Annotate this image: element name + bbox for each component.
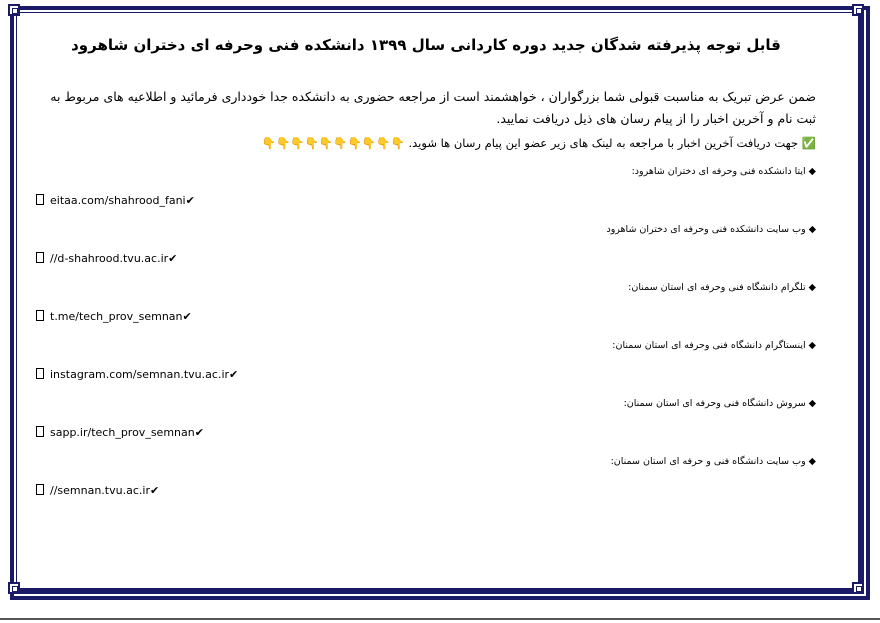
corner-ornament-br: [852, 582, 864, 594]
box-icon: [36, 194, 44, 205]
box-icon: [36, 310, 44, 321]
channel-label: ◆ ایتا دانشکده فنی وحرفه ای دختران شاهرود:: [631, 166, 816, 177]
document-title: قابل توجه پذیرفته شدگان جدید دوره کاردانی سال ۱۳۹۹ دانشکده فنی وحرفه ای دختران شاهرود: [71, 36, 781, 54]
channel-entry-soroush: [36, 390, 816, 448]
channel-entry-instagram: [36, 332, 816, 390]
channel-label: ◆ وب سایت دانشکده فنی وحرفه ای دختران شاهرود: [606, 224, 816, 235]
corner-ornament-bl: [8, 582, 20, 594]
channel-label: ◆ تلگرام دانشگاه فنی وحرفه ای استان سمنان:: [628, 282, 816, 293]
channel-link[interactable]: sapp.ir/tech_prov_semnan✔: [36, 426, 204, 439]
instruction-line: ✅ جهت دریافت آخرین اخبار با مراجعه به لینک های زیر عضو این پیام رسان ها شوید. 👇👇👇👇👇👇👇👇👇👇: [261, 136, 816, 150]
channel-link[interactable]: t.me/tech_prov_semnan✔: [36, 310, 192, 323]
channel-link[interactable]: //semnan.tvu.ac.ir✔: [36, 484, 159, 497]
channel-link[interactable]: eitaa.com/shahrood_fani✔: [36, 194, 195, 207]
box-icon: [36, 368, 44, 379]
document-body: [36, 22, 816, 506]
channel-label: ◆ سروش دانشگاه فنی وحرفه ای استان سمنان:: [623, 398, 816, 409]
channel-entry-telegram: [36, 274, 816, 332]
box-icon: [36, 484, 44, 495]
page-break-rule: [0, 618, 880, 620]
intro-paragraph: ضمن عرض تبریک به مناسبت قبولی شما بزرگواران ، خواهشمند است از مراجعه حضوری به دانشکده جدا خودداری فرمائید و اطلاعیه های مربوط به ثبت نام و آخرین اخبار را از پیام رسان های ذیل دریافت نمایید.: [50, 89, 816, 126]
box-icon: [36, 252, 44, 263]
channel-entry-website: [36, 216, 816, 274]
channel-entry-province-website: [36, 448, 816, 506]
channel-link[interactable]: //d-shahrood.tvu.ac.ir✔: [36, 252, 177, 265]
channel-label: ◆ اینستاگرام دانشگاه فنی وحرفه ای استان سمنان:: [612, 340, 816, 351]
corner-ornament-tl: [8, 4, 20, 16]
channel-label: ◆ وب سایت دانشگاه فنی و حرفه ای استان سمنان:: [610, 456, 816, 467]
corner-ornament-tr: [852, 4, 864, 16]
channel-entry-eitaa: [36, 158, 816, 216]
box-icon: [36, 426, 44, 437]
channel-link[interactable]: instagram.com/semnan.tvu.ac.ir✔: [36, 368, 238, 381]
